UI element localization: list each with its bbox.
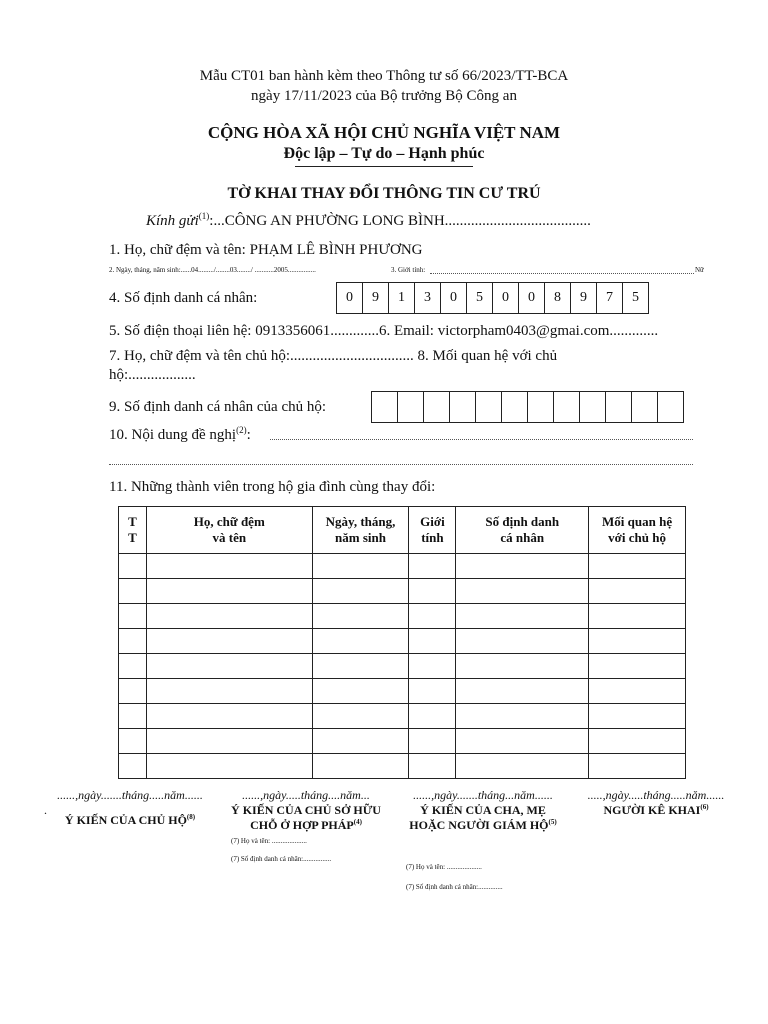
household-head-field[interactable]: 7. Họ, chữ đệm và tên chủ hộ:................................. 8. Mối quan hệ với chủ [109, 348, 558, 364]
table-cell[interactable] [456, 754, 589, 779]
table-cell[interactable] [119, 629, 147, 654]
property-owner-id[interactable]: (7) Số định danh cá nhân:................ [231, 855, 332, 863]
table-cell[interactable] [589, 729, 686, 754]
request-content-note: (2) [236, 425, 247, 435]
signature-declarant [576, 788, 736, 818]
header-relationship: Mối quan hệ với chủ hộ [589, 507, 686, 554]
table-row [119, 704, 686, 729]
header-personal-id: Số định danh cá nhân [456, 507, 589, 554]
form-reference-line2: ngày 17/11/2023 của Bộ trưởng Bộ Công an [251, 88, 517, 104]
table-cell[interactable] [119, 704, 147, 729]
table-cell[interactable] [409, 604, 456, 629]
personal-id-digit[interactable]: 5 [632, 290, 639, 305]
household-head-id-digit[interactable] [398, 392, 424, 422]
guardian-title-1: Ý KIẾN CỦA CHA, MẸ [420, 803, 546, 817]
request-content-dotline-1[interactable] [270, 439, 693, 440]
recipient-line [146, 213, 591, 230]
table-cell[interactable] [409, 679, 456, 704]
table-row [119, 679, 686, 704]
table-row [119, 629, 686, 654]
gender-label: 3. Giới tính: [391, 266, 426, 274]
recipient-label: Kính gửi [146, 213, 199, 229]
form-title: TỜ KHAI THAY ĐỔI THÔNG TIN CƯ TRÚ [227, 185, 541, 202]
table-cell[interactable] [119, 754, 147, 779]
table-cell[interactable] [119, 729, 147, 754]
signature-household-head: ......,ngày.......tháng.....năm...... . Ý KIẾN CỦA CHỦ HỘ$^{(8)}$ [30, 788, 230, 828]
request-content-dotline-2[interactable] [109, 464, 693, 465]
form-reference-line1: Mẫu CT01 ban hành kèm theo Thông tư số 66/2023/TT-BCA [199, 68, 569, 84]
header-full-name: Họ, chữ đệm và tên [146, 507, 312, 554]
guardian-title-2: HOẶC NGƯỜI GIÁM HỘ$^{(5)}$ [409, 818, 557, 832]
header-gender: Giới tính [409, 507, 456, 554]
personal-id-digit[interactable]: 0 [493, 283, 519, 313]
household-head-id-digit[interactable] [372, 392, 398, 422]
table-cell[interactable] [312, 704, 409, 729]
table-cell[interactable] [589, 629, 686, 654]
table-cell[interactable] [409, 579, 456, 604]
table-row [119, 754, 686, 779]
household-head-id-digit[interactable] [476, 392, 502, 422]
members-label: 11. Những thành viên trong hộ gia đình cùng thay đổi: [109, 479, 436, 495]
personal-id-digit[interactable]: 5 [467, 283, 493, 313]
request-content-label: 10. Nội dung đề nghị$^{(2)}$: [109, 425, 251, 443]
table-cell[interactable] [409, 554, 456, 579]
recipient-value[interactable]: :...CÔNG AN PHƯỜNG LONG BÌNH....................................... [209, 213, 591, 229]
table-cell[interactable] [456, 554, 589, 579]
guardian-date[interactable]: ......,ngày.......tháng...năm...... [413, 788, 553, 802]
header-index: T T [119, 507, 147, 554]
personal-id-digit[interactable]: 9 [363, 283, 389, 313]
phone-email-field[interactable]: 5. Số điện thoại liên hệ: 0913356061.............6. Email: victorpham0403@gmai.com............. [109, 323, 659, 339]
personal-id-boxes[interactable] [336, 282, 649, 314]
table-cell[interactable] [456, 729, 589, 754]
gender-dotline [430, 273, 694, 274]
household-head-id-digit[interactable] [606, 392, 632, 422]
household-head-title: Ý KIẾN CỦA CHỦ HỘ$^{(8)}$ [64, 813, 196, 827]
table-cell[interactable] [312, 629, 409, 654]
household-head-id-digit[interactable] [502, 392, 528, 422]
table-cell[interactable] [312, 729, 409, 754]
table-cell[interactable] [456, 629, 589, 654]
table-cell[interactable] [146, 654, 312, 679]
signature-guardian [398, 788, 568, 891]
household-head-id-digit[interactable] [424, 392, 450, 422]
household-head-date[interactable]: ......,ngày.......tháng.....năm...... [57, 788, 203, 802]
signature-property-owner [225, 788, 387, 863]
declarant-date[interactable]: .....,ngày.....tháng.....năm...... [587, 788, 725, 802]
personal-id-label: 4. Số định danh cá nhân: [109, 290, 258, 306]
birth-date-field[interactable]: 2. Ngày, tháng, năm sinh:......04........./........03......../ ...........2005................ [109, 266, 316, 274]
table-cell[interactable] [146, 554, 312, 579]
table-cell[interactable] [456, 654, 589, 679]
household-head-id-boxes[interactable] [371, 391, 684, 423]
personal-id-digit[interactable]: 3 [415, 283, 441, 313]
members-table-header [119, 507, 686, 554]
table-cell[interactable] [146, 729, 312, 754]
table-cell[interactable] [119, 679, 147, 704]
table-cell[interactable] [312, 754, 409, 779]
table-cell[interactable] [589, 579, 686, 604]
table-cell[interactable] [312, 654, 409, 679]
property-owner-name[interactable]: (7) Họ và tên: .................... [231, 837, 307, 845]
motto: Độc lập – Tự do – Hạnh phúc [283, 145, 485, 162]
table-cell[interactable] [119, 654, 147, 679]
motto-underline [295, 166, 473, 167]
table-row [119, 579, 686, 604]
table-cell[interactable] [312, 679, 409, 704]
table-cell[interactable] [456, 704, 589, 729]
table-cell[interactable] [409, 629, 456, 654]
table-cell[interactable] [589, 604, 686, 629]
personal-id-digit[interactable]: 0 [519, 283, 545, 313]
table-cell[interactable] [146, 679, 312, 704]
recipient-note: (1) [198, 211, 210, 221]
table-cell[interactable] [146, 754, 312, 779]
personal-id-digit[interactable]: 8 [545, 283, 571, 313]
table-cell[interactable] [589, 554, 686, 579]
table-cell[interactable] [409, 704, 456, 729]
household-head-id-digit[interactable] [632, 392, 658, 422]
nation-title: CỘNG HÒA XÃ HỘI CHỦ NGHĨA VIỆT NAM [207, 123, 561, 142]
table-cell[interactable] [312, 604, 409, 629]
household-head-id-digit[interactable] [450, 392, 476, 422]
members-table [118, 506, 686, 779]
table-cell[interactable] [589, 679, 686, 704]
table-row [119, 729, 686, 754]
table-cell[interactable] [119, 579, 147, 604]
personal-id-digit[interactable]: 1 [389, 283, 415, 313]
table-cell[interactable] [589, 654, 686, 679]
table-cell[interactable] [146, 704, 312, 729]
table-cell[interactable] [589, 704, 686, 729]
table-cell[interactable] [146, 604, 312, 629]
table-row [119, 654, 686, 679]
personal-id-digit[interactable]: 0 [337, 283, 363, 313]
table-cell[interactable] [119, 604, 147, 629]
table-cell[interactable] [589, 754, 686, 779]
full-name-field[interactable]: 1. Họ, chữ đệm và tên: PHẠM LÊ BÌNH PHƯƠNG [109, 242, 423, 258]
table-row [119, 604, 686, 629]
table-cell[interactable] [456, 679, 589, 704]
guardian-id[interactable]: (7) Số định danh cá nhân:.............. [406, 883, 503, 891]
table-cell[interactable] [409, 654, 456, 679]
gender-value[interactable]: Nữ [695, 266, 704, 274]
table-cell[interactable] [456, 579, 589, 604]
household-head-id-digit[interactable] [528, 392, 554, 422]
personal-id-digit[interactable]: 9 [571, 283, 597, 313]
guardian-name[interactable]: (7) Họ và tên: .................... [406, 863, 482, 871]
property-owner-title-1: Ý KIẾN CỦA CHỦ SỞ HỮU [231, 803, 381, 817]
request-content-text: 10. Nội dung đề nghị [109, 427, 237, 443]
table-cell[interactable] [312, 579, 409, 604]
table-cell[interactable] [409, 754, 456, 779]
table-cell[interactable] [456, 604, 589, 629]
table-cell[interactable] [146, 629, 312, 654]
household-relation-field[interactable]: hộ:.................. [109, 367, 196, 383]
table-cell[interactable] [312, 554, 409, 579]
household-head-id-digit[interactable] [580, 392, 606, 422]
property-owner-title-2: CHỖ Ở HỢP PHÁP$^{(4)}$ [250, 818, 362, 832]
declarant-title: NGƯỜI KÊ KHAI$^{(6)}$ [603, 803, 709, 817]
household-head-id-digit[interactable] [554, 392, 580, 422]
personal-id-digit[interactable]: 0 [441, 283, 467, 313]
property-owner-date[interactable]: ......,ngày.....tháng....năm... [242, 788, 370, 802]
table-row [119, 554, 686, 579]
table-cell[interactable] [146, 579, 312, 604]
household-head-id-label: 9. Số định danh cá nhân của chủ hộ: [109, 399, 327, 415]
table-cell[interactable] [119, 554, 147, 579]
personal-id-digit[interactable]: 7 [597, 283, 623, 313]
header-birth-date: Ngày, tháng, năm sinh [312, 507, 409, 554]
household-head-id-digit[interactable] [658, 392, 683, 422]
table-cell[interactable] [409, 729, 456, 754]
